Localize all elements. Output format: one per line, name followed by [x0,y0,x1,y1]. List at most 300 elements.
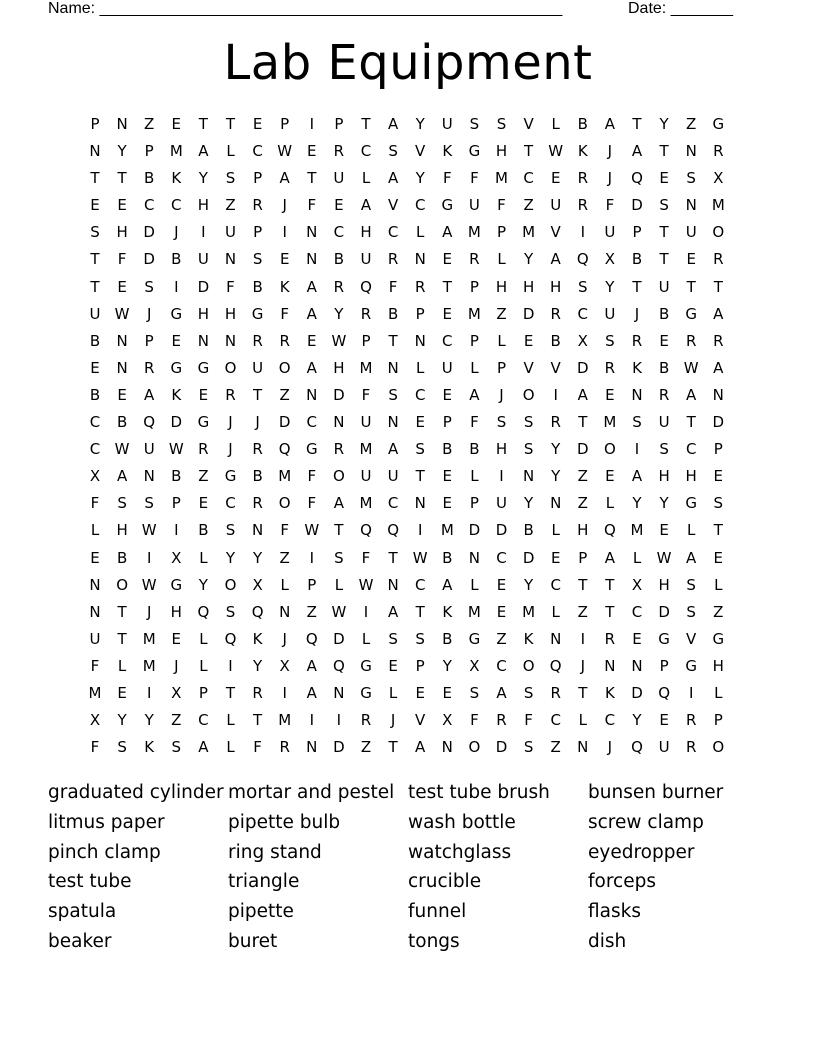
grid-letter[interactable]: J [174,223,179,242]
grid-letter[interactable]: P [361,331,371,350]
grid-letter[interactable]: W [548,142,564,161]
grid-letter[interactable]: E [550,548,561,567]
grid-letter[interactable]: O [278,494,291,513]
grid-letter[interactable]: R [604,358,616,377]
grid-letter[interactable]: V [523,358,534,377]
grid-letter[interactable]: A [306,277,317,296]
grid-letter[interactable]: M [359,358,373,377]
grid-letter[interactable]: L [687,521,696,540]
grid-letter[interactable]: N [550,494,562,513]
grid-letter[interactable]: F [470,169,479,188]
grid-letter[interactable]: E [442,467,453,486]
grid-letter[interactable]: T [388,331,398,350]
grid-letter[interactable]: T [90,250,100,269]
grid-letter[interactable]: Q [197,602,210,621]
grid-letter[interactable]: Y [415,169,425,188]
grid-letter[interactable]: J [146,602,152,621]
grid-letter[interactable]: Y [198,169,208,188]
grid-letter[interactable]: L [551,115,560,133]
grid-letter[interactable]: L [334,575,344,594]
grid-letter[interactable]: E [307,331,317,350]
grid-letter[interactable]: E [442,385,453,404]
grid-letter[interactable]: R [252,196,263,215]
grid-letter[interactable]: T [117,602,127,621]
grid-letter[interactable]: D [631,196,643,215]
grid-letter[interactable]: W [141,521,157,540]
grid-letter[interactable]: L [361,629,371,648]
grid-letter[interactable]: Y [225,548,236,567]
grid-letter[interactable]: J [390,711,396,730]
grid-letter[interactable]: U [441,358,453,377]
grid-letter[interactable]: T [686,277,696,296]
grid-letter[interactable]: T [524,142,534,161]
grid-letter[interactable]: E [442,304,453,323]
grid-letter[interactable]: P [713,711,723,730]
grid-letter[interactable]: F [226,277,235,296]
grid-letter[interactable]: A [604,115,616,133]
grid-letter[interactable]: I [201,223,206,242]
grid-letter[interactable]: N [414,331,426,350]
grid-letter[interactable]: P [442,413,452,432]
grid-letter[interactable]: F [90,738,100,757]
grid-letter[interactable]: T [388,548,398,567]
grid-letter[interactable]: G [468,142,481,161]
grid-letter[interactable]: M [88,683,102,702]
grid-letter[interactable]: B [333,250,345,269]
grid-letter[interactable]: R [333,277,345,296]
grid-letter[interactable]: S [523,683,534,702]
grid-letter[interactable]: W [331,331,347,350]
grid-letter[interactable]: P [415,304,425,323]
grid-letter[interactable]: Z [225,196,236,215]
grid-letter[interactable]: F [253,738,262,757]
grid-letter[interactable]: Z [577,602,588,621]
grid-letter[interactable]: W [412,548,428,567]
grid-letter[interactable]: Q [143,413,156,432]
grid-letter[interactable]: Q [387,521,399,540]
grid-letter[interactable]: M [495,169,508,188]
grid-letter[interactable]: E [415,413,425,432]
grid-letter[interactable]: K [442,602,453,621]
grid-letter[interactable]: T [605,575,615,594]
grid-letter[interactable]: L [470,467,479,486]
grid-letter[interactable]: R [577,169,589,188]
grid-letter[interactable]: S [496,413,507,432]
grid-letter[interactable]: M [142,656,156,675]
grid-letter[interactable]: G [197,358,210,377]
grid-letter[interactable]: Q [360,521,372,540]
grid-letter[interactable]: M [603,413,617,432]
grid-letter[interactable]: A [387,169,399,188]
grid-letter[interactable]: F [90,494,100,513]
grid-letter[interactable]: B [171,467,182,486]
grid-letter[interactable]: B [550,331,561,350]
grid-letter[interactable]: N [604,656,616,675]
grid-letter[interactable]: Y [198,575,208,594]
grid-letter[interactable]: L [90,521,100,540]
grid-letter[interactable]: M [440,521,454,540]
grid-letter[interactable]: M [522,602,536,621]
grid-letter[interactable]: Z [306,602,317,621]
grid-letter[interactable]: Q [224,629,237,648]
grid-letter[interactable]: T [388,738,398,757]
grid-letter[interactable]: Z [360,738,372,757]
grid-letter[interactable]: V [686,629,697,648]
grid-letter[interactable]: S [523,440,534,459]
grid-letter[interactable]: T [117,169,127,188]
grid-letter[interactable]: C [496,656,507,675]
grid-letter[interactable]: D [333,385,345,404]
grid-letter[interactable]: E [523,331,534,350]
grid-letter[interactable]: Y [442,656,452,675]
grid-letter[interactable]: L [416,223,425,242]
grid-letter[interactable]: B [469,440,480,459]
grid-letter[interactable]: E [442,250,453,269]
grid-letter[interactable]: Y [524,250,534,269]
grid-letter[interactable]: F [117,250,127,269]
grid-letter[interactable]: H [170,602,182,621]
grid-letter[interactable]: U [360,250,372,269]
grid-letter[interactable]: E [171,629,182,648]
grid-letter[interactable]: N [306,385,318,404]
grid-letter[interactable]: I [688,683,694,702]
grid-letter[interactable]: A [387,440,399,459]
grid-letter[interactable]: E [117,277,127,296]
grid-letter[interactable]: R [469,250,480,269]
grid-letter[interactable]: M [711,196,725,215]
grid-letter[interactable]: P [496,223,507,242]
grid-letter[interactable]: E [496,602,507,621]
grid-letter[interactable]: R [577,196,589,215]
grid-letter[interactable]: B [252,277,263,296]
grid-letter[interactable]: X [604,250,616,269]
grid-letter[interactable]: D [577,358,589,377]
grid-letter[interactable]: L [199,629,208,648]
grid-letter[interactable]: N [685,196,697,215]
grid-letter[interactable]: E [279,250,290,269]
grid-letter[interactable]: P [90,115,100,133]
grid-letter[interactable]: V [550,223,561,242]
grid-letter[interactable]: U [143,440,155,459]
grid-letter[interactable]: Q [631,738,643,757]
grid-letter[interactable]: W [656,548,672,567]
grid-letter[interactable]: H [116,223,128,242]
grid-letter[interactable]: W [683,358,699,377]
grid-letter[interactable]: T [198,115,208,133]
grid-letter[interactable]: R [279,738,290,757]
grid-letter[interactable]: E [659,711,669,730]
grid-letter[interactable]: P [578,548,588,567]
grid-letter[interactable]: E [90,358,100,377]
grid-letter[interactable]: Y [524,494,534,513]
grid-letter[interactable]: Y [117,142,127,161]
grid-letter[interactable]: F [470,413,479,432]
grid-letter[interactable]: M [467,602,481,621]
grid-letter[interactable]: N [387,358,399,377]
grid-letter[interactable]: K [632,358,642,377]
grid-letter[interactable]: N [333,413,345,432]
grid-letter[interactable]: S [686,169,696,188]
grid-letter[interactable]: T [415,467,425,486]
grid-letter[interactable]: E [252,115,263,133]
grid-letter[interactable]: S [117,738,127,757]
grid-letter[interactable]: P [144,331,154,350]
grid-letter[interactable]: L [416,358,425,377]
grid-letter[interactable]: Y [659,115,669,133]
grid-letter[interactable]: I [282,223,287,242]
grid-letter[interactable]: S [144,494,154,513]
grid-letter[interactable]: T [225,115,236,133]
grid-letter[interactable]: X [89,711,101,730]
grid-letter[interactable]: B [387,304,399,323]
grid-letter[interactable]: T [225,683,236,702]
grid-letter[interactable]: A [631,142,643,161]
grid-letter[interactable]: Z [550,738,561,757]
grid-letter[interactable]: T [334,521,344,540]
grid-letter[interactable]: T [713,277,723,296]
grid-letter[interactable]: C [523,169,534,188]
grid-letter[interactable]: S [144,277,154,296]
grid-letter[interactable]: T [659,223,669,242]
grid-letter[interactable]: H [495,142,508,161]
grid-letter[interactable]: F [470,711,479,730]
grid-letter[interactable]: I [309,548,315,567]
grid-letter[interactable]: N [414,494,426,513]
grid-letter[interactable]: A [713,304,724,323]
grid-letter[interactable]: O [224,575,237,594]
grid-letter[interactable]: E [659,331,669,350]
grid-letter[interactable]: C [631,602,643,621]
grid-letter[interactable]: I [553,385,558,404]
grid-letter[interactable]: N [197,331,209,350]
grid-letter[interactable]: G [441,196,454,215]
grid-letter[interactable]: P [198,683,208,702]
grid-letter[interactable]: E [496,575,507,594]
grid-letter[interactable]: T [659,142,669,161]
grid-letter[interactable]: R [252,494,263,513]
grid-letter[interactable]: W [141,575,157,594]
grid-letter[interactable]: C [550,575,561,594]
grid-letter[interactable]: L [714,683,723,702]
grid-letter[interactable]: N [143,467,155,486]
grid-letter[interactable]: I [499,467,504,486]
grid-letter[interactable]: N [251,521,264,540]
grid-letter[interactable]: I [417,521,423,540]
grid-letter[interactable]: A [198,142,209,161]
grid-letter[interactable]: E [307,142,317,161]
grid-letter[interactable]: S [686,602,696,621]
grid-letter[interactable]: O [332,467,345,486]
grid-letter[interactable]: C [442,331,453,350]
grid-letter[interactable]: R [414,277,426,296]
grid-letter[interactable]: T [90,277,100,296]
grid-letter[interactable]: N [631,385,643,404]
grid-letter[interactable]: P [171,494,181,513]
grid-letter[interactable]: D [658,602,670,621]
grid-letter[interactable]: Q [631,169,643,188]
grid-letter[interactable]: G [712,115,725,133]
grid-letter[interactable]: Y [334,304,344,323]
grid-letter[interactable]: J [607,142,613,161]
grid-letter[interactable]: Q [360,277,372,296]
grid-letter[interactable]: E [659,169,669,188]
grid-letter[interactable]: G [468,629,481,648]
grid-letter[interactable]: R [252,331,263,350]
grid-letter[interactable]: B [577,115,588,133]
grid-letter[interactable]: R [252,683,263,702]
grid-letter[interactable]: L [199,548,208,567]
grid-letter[interactable]: B [89,331,101,350]
grid-letter[interactable]: L [551,602,560,621]
grid-letter[interactable]: U [604,304,616,323]
grid-letter[interactable]: R [685,711,697,730]
grid-letter[interactable]: M [278,467,292,486]
grid-letter[interactable]: D [143,223,155,242]
grid-letter[interactable]: L [388,683,398,702]
grid-letter[interactable]: B [442,440,453,459]
grid-letter[interactable]: P [713,440,723,459]
grid-letter[interactable]: N [279,602,291,621]
grid-letter[interactable]: J [607,738,613,757]
grid-letter[interactable]: A [442,223,453,242]
grid-letter[interactable]: I [174,277,179,296]
grid-letter[interactable]: I [228,656,233,675]
grid-letter[interactable]: A [360,196,372,215]
grid-letter[interactable]: G [170,304,183,323]
grid-letter[interactable]: U [333,169,345,188]
grid-letter[interactable]: C [333,223,345,242]
grid-letter[interactable]: A [686,548,697,567]
grid-letter[interactable]: Y [117,711,127,730]
grid-letter[interactable]: P [280,115,290,133]
grid-letter[interactable]: T [659,250,669,269]
grid-letter[interactable]: W [114,304,130,323]
grid-letter[interactable]: R [198,440,209,459]
grid-letter[interactable]: V [550,358,561,377]
grid-letter[interactable]: L [605,494,615,513]
grid-letter[interactable]: A [116,467,128,486]
grid-letter[interactable]: H [333,358,345,377]
grid-letter[interactable]: C [360,142,372,161]
grid-letter[interactable]: U [658,277,670,296]
grid-letter[interactable]: R [387,250,399,269]
grid-letter[interactable]: T [90,169,100,188]
grid-letter[interactable]: N [468,548,480,567]
grid-letter[interactable]: L [470,575,479,594]
grid-letter[interactable]: R [279,331,290,350]
grid-letter[interactable]: Y [659,494,669,513]
grid-letter[interactable]: E [605,385,615,404]
grid-letter[interactable]: E [659,521,669,540]
grid-letter[interactable]: S [415,440,425,459]
grid-letter[interactable]: G [224,467,237,486]
grid-letter[interactable]: C [414,575,426,594]
grid-letter[interactable]: N [712,385,724,404]
grid-letter[interactable]: E [442,494,453,513]
grid-letter[interactable]: C [225,494,236,513]
grid-letter[interactable]: T [578,575,588,594]
grid-letter[interactable]: S [523,413,534,432]
grid-letter[interactable]: T [713,521,723,540]
grid-letter[interactable]: R [604,629,616,648]
grid-letter[interactable]: Z [198,467,209,486]
grid-letter[interactable]: M [169,142,183,161]
grid-letter[interactable]: Q [251,602,264,621]
grid-letter[interactable]: N [306,250,318,269]
grid-letter[interactable]: W [331,602,347,621]
grid-letter[interactable]: K [442,142,453,161]
grid-letter[interactable]: S [388,629,398,648]
grid-letter[interactable]: E [117,385,127,404]
grid-letter[interactable]: O [712,223,725,242]
grid-letter[interactable]: D [333,738,345,757]
grid-letter[interactable]: Q [278,440,291,459]
grid-letter[interactable]: X [171,548,182,567]
grid-letter[interactable]: M [359,494,373,513]
grid-letter[interactable]: W [304,521,320,540]
grid-letter[interactable]: U [685,223,697,242]
grid-letter[interactable]: I [336,711,342,730]
grid-letter[interactable]: D [333,629,345,648]
grid-letter[interactable]: S [415,629,425,648]
grid-letter[interactable]: G [360,683,372,702]
grid-letter[interactable]: S [388,142,398,161]
grid-letter[interactable]: N [414,250,426,269]
grid-letter[interactable]: R [252,440,263,459]
grid-letter[interactable]: P [469,331,479,350]
grid-letter[interactable]: R [685,738,697,757]
grid-letter[interactable]: B [144,169,155,188]
grid-letter[interactable]: Y [144,711,154,730]
grid-letter[interactable]: A [713,358,724,377]
grid-letter[interactable]: C [171,196,182,215]
grid-letter[interactable]: T [415,602,425,621]
grid-letter[interactable]: A [306,358,317,377]
grid-letter[interactable]: A [631,467,643,486]
grid-letter[interactable]: L [551,521,560,540]
grid-letter[interactable]: C [252,142,263,161]
grid-letter[interactable]: I [309,115,315,133]
grid-letter[interactable]: Z [577,467,588,486]
grid-letter[interactable]: C [198,711,209,730]
grid-letter[interactable]: E [90,548,100,567]
grid-letter[interactable]: N [306,738,318,757]
grid-letter[interactable]: Y [415,115,425,133]
grid-letter[interactable]: T [578,413,588,432]
grid-letter[interactable]: P [632,223,642,242]
grid-letter[interactable]: Y [551,467,561,486]
grid-letter[interactable]: O [522,385,535,404]
grid-letter[interactable]: A [198,738,209,757]
grid-letter[interactable]: C [577,304,589,323]
grid-letter[interactable]: B [523,521,534,540]
grid-letter[interactable]: R [360,711,372,730]
grid-letter[interactable]: S [578,277,588,296]
grid-letter[interactable]: X [442,711,453,730]
grid-letter[interactable]: D [278,413,291,432]
grid-letter[interactable]: X [631,575,643,594]
grid-letter[interactable]: F [90,656,100,675]
grid-letter[interactable]: B [116,548,128,567]
grid-letter[interactable]: Z [279,548,290,567]
grid-letter[interactable]: E [90,196,100,215]
grid-letter[interactable]: F [280,304,289,323]
grid-letter[interactable]: T [686,413,696,432]
grid-letter[interactable]: E [713,467,724,486]
grid-letter[interactable]: E [171,115,182,133]
grid-letter[interactable]: A [496,683,507,702]
grid-letter[interactable]: T [361,115,371,133]
